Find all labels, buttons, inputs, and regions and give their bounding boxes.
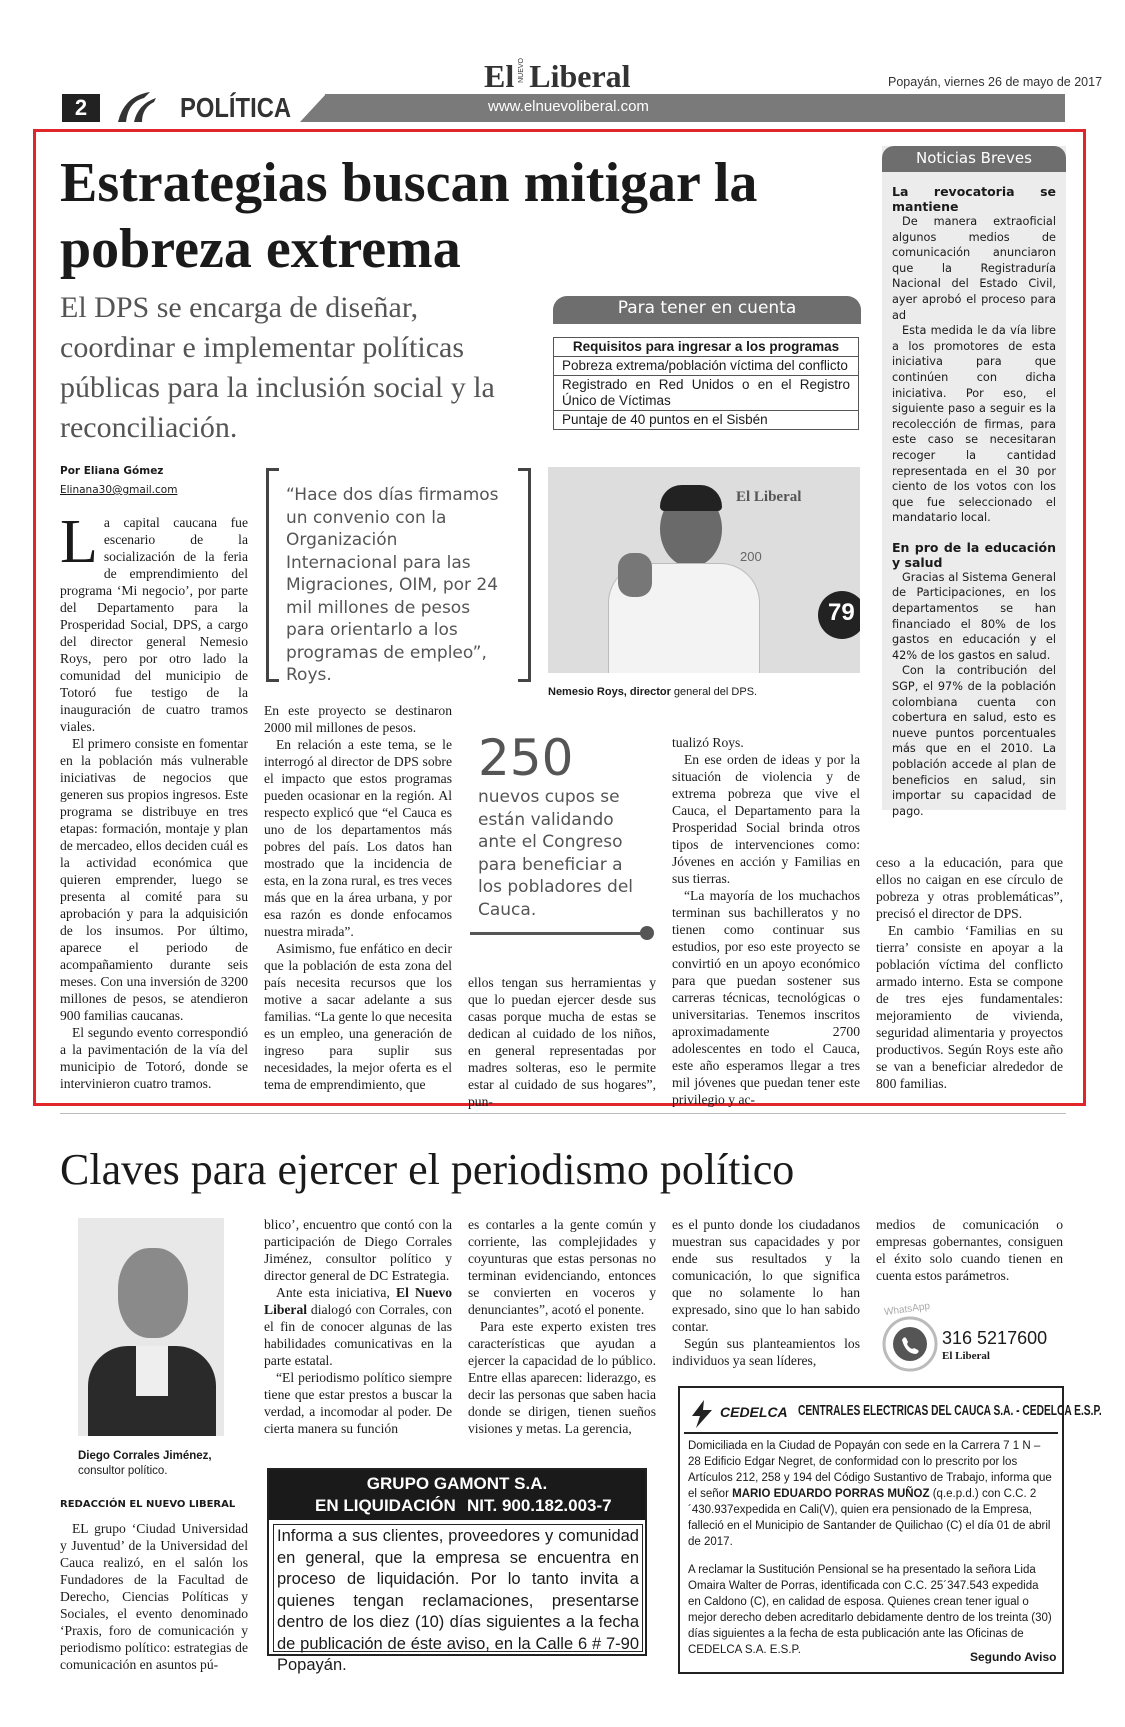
col2-p2: En relación a este tema, se le interrogó al director de DPS sobre el impacto que estos programas pueden ocasionar en la región. Al respecto explicó que “el Cauca es uno de los departamentos más pobres del país. Los datos han mostrado que la incidencia de esta, en la zona rural, es tres veces más que en la área urbana, y por esa razón es donde enfocamos nuestra mirada”. — [264, 737, 452, 939]
requirements-table — [553, 337, 859, 430]
cedelca-p1c: (q.e.p.d.) con C.C. 2´430.937expedida en Cali(V), quien era pensionado de la Empresa, falleció en el Municipio de Santander de Quilichao (C) el día 01 de abril de 2017. — [688, 1488, 1051, 1548]
header-bar-notch — [300, 94, 326, 122]
page-number: 2 — [74, 95, 88, 120]
cedelca-footer: Segundo Aviso — [970, 1650, 1057, 1664]
photo-caption-name: Diego Corrales Jiménez, — [78, 1450, 212, 1462]
second-headline: Claves para ejercer el periodismo político — [60, 1145, 795, 1194]
brief-paragraph: Con la contribución del SGP, el 97% de la población colombiana cuenta con cobertura en salud, esto es nueve puntos porcentuales más que en el 2010. La población accede al plan de beneficios en salud, sin importar su capacidad de pago. — [892, 664, 1056, 818]
photo-person-hair — [660, 485, 722, 511]
brief-paragraph: De manera extraoficial algunos medios de comunicación anunciaron que la Registraduría Nacional del Estado Civil, ayer aprobó el proceso para ad — [892, 215, 1056, 322]
col4-p1: tualizó Roys. — [672, 735, 744, 750]
col2-p1: En este proyecto se destinaron 2000 mil millones de pesos. — [264, 703, 452, 735]
brief-paragraph: Gracias al Sistema General de Participaciones, en los departamentos se han financiado el 80% de los gastos en educación y el 42% de los gastos en salud. — [892, 570, 1056, 662]
ad-gamont — [267, 1468, 647, 1674]
second-col-5 — [876, 1216, 1063, 1284]
cedelca-title: CENTRALES ELECTRICAS DEL CAUCA S.A. - CEDELCA E.S.P. — [798, 1402, 1102, 1419]
briefs-content — [892, 180, 1056, 819]
col3-p1: ellos tengan sus herramientas y que lo puedan ejercer desde sus casas porque mucha de estas se dedican al cuidado de los niños, en general representadas por madres solteras, eso le permite estar al cuidado de sus hogares”, pun- — [468, 975, 656, 1109]
main-col-2 — [264, 702, 452, 1093]
main-col-1 — [60, 508, 248, 1092]
cedelca-rule — [684, 1432, 1058, 1434]
cedelca-logo-icon — [688, 1400, 716, 1428]
second-col2-p2b: El Nuevo Liberal — [264, 1285, 453, 1317]
photo-sign-text: 200 — [740, 549, 762, 564]
second-col2-p1: blico’, encuentro que contó con la participación de Diego Corrales Jiménez, consultor político y director general de DC Estrategia. — [264, 1217, 452, 1283]
col1-p3: El segundo evento correspondió a la pavimentación de la vía del municipio de Totoró, donde se intervinieron cuatro tramos. — [60, 1025, 248, 1091]
whatsapp-icon[interactable] — [882, 1316, 938, 1372]
cedelca-p2: A reclamar la Sustitución Pensional se ha presentado la señora Lida Omaira Walter de Porras, identificada con C.C. 25´347.543 expedida en Caldono (C), en calidad de esposa. Quienes crean tener igual o mejor derecho deben acreditarlo debidamente dentro de los treinta (30) días siguientes a la fecha de esta publicación ante las Oficinas de CEDELCA S.A. E.S.P. — [688, 1564, 1052, 1656]
photo-nemesio-roys — [548, 467, 860, 673]
second-col2-p2a: Ante esta iniciativa, — [276, 1285, 396, 1300]
requirement-row: Registrado en Red Unidos o en el Registro Único de Víctimas — [554, 376, 859, 411]
stat-rule — [470, 932, 650, 935]
site-url[interactable]: www.elnuevoliberal.com — [488, 98, 649, 115]
whatsapp-label: WhatsApp — [883, 1300, 931, 1319]
second-col3-p2: Para este experto existen tres características que ayudan a ejercer la capacidad de lo público. Entre ellas aparecen: liderazgo, es decir las personas que saben hacia donde se dirigen, tienen sueños visiones y metas. La gerencia, — [468, 1319, 656, 1436]
ad-gamont-body: Informa a sus clientes, proveedores y comunidad en general, que la empresa se encuentra en proceso de liquidación. Por lo tanto invita a quienes tengan reclamaciones, presentarse dentro de los diez (10) días siguientes a la fecha de publicación de éste aviso, en la Calle 6 # 7-90 Popayán. — [277, 1527, 639, 1674]
brief-heading: La revocatoria se mantiene — [892, 184, 1056, 214]
col1-p2: El primero consiste en fomentar en la población más vulnerable iniciativas de negocios que generen sus propios ingresos. Este programa se distribuye en tres etapas: formación, montaje y plan de mercadeo, ellos deciden cuál es la actividad económica que quieren emprender, luego se presenta al comité para su aprobación y para la adquisición de los insumos. Por último, aparece el periodo de acompañamiento durante seis meses. Con una inversión de 3200 millones de pesos, se atendieron 900 familias caucanas. — [60, 736, 248, 1023]
whatsapp-number[interactable]: 316 5217600 — [942, 1328, 1048, 1348]
logo-liberal: Liberal — [529, 58, 631, 94]
stat-rule-dot — [640, 926, 654, 940]
photo-person-hand — [618, 553, 652, 597]
requirement-row: Puntaje de 40 puntos en el Sisbén — [554, 411, 859, 430]
cedelca-p1a: Domiciliada en la Ciudad de Popayán con sede en la Carrera 7 1 N – 28 Edificio Edgar Negret, de conformidad con lo prescrito por los Artículos 212, 258 y 194 del Código Sustantivo de Trabajo, informa que el señor — [688, 1440, 1052, 1500]
logo-nuevo: NUEVO — [518, 58, 526, 83]
photo-badge-text: 79 — [828, 599, 855, 626]
photo-caption-role: general del DPS. — [670, 686, 758, 698]
header-bar — [325, 94, 1065, 122]
cedelca-logo: CEDELCA — [720, 1404, 788, 1420]
briefs-title: Noticias Breves — [916, 149, 1032, 167]
masthead-logo — [484, 58, 631, 92]
second-col5-p1: medios de comunicación o empresas gobernantes, consiguen el éxito solo cuando tienen en cuenta estos parámetros. — [876, 1217, 1063, 1283]
second-col-4 — [672, 1216, 860, 1369]
col5-p1: ceso a la educación, para que ellos no caigan en ese círculo de pobreza y otras problemáticas”, precisó el director de DPS. — [876, 855, 1063, 921]
section-title: POLÍTICA — [180, 92, 292, 123]
photo-diego-corrales — [78, 1218, 224, 1436]
main-col-3 — [468, 974, 656, 1110]
ad-gamont-line1: GRUPO GAMONT S.A. — [366, 1474, 548, 1493]
second-col2-p3: “El periodismo político siempre tiene que estar prestos a buscar la verdad, a incomodar al poder. De cierta manera su función — [264, 1370, 452, 1436]
photo-caption-role: consultor político. — [78, 1465, 168, 1477]
second-col2-p2c: dialogó con Corrales, con el fin de conocer algunas de las habilidades comunicativas en la parte estatal. — [264, 1302, 452, 1368]
section-divider — [60, 1113, 1066, 1114]
cedelca-p1 — [688, 1438, 1054, 1550]
requirements-header: Requisitos para ingresar a los programas — [554, 338, 859, 357]
dropcap: L — [60, 508, 98, 576]
cedelca-p1b: MARIO EDUARDO PORRAS MUÑOZ — [732, 1488, 930, 1500]
quote-bracket-left — [266, 468, 279, 682]
requirement-row: Pobreza extrema/población víctima del conflicto — [554, 357, 859, 376]
main-col-5 — [876, 854, 1063, 1092]
stat-text: nuevos cupos se están validando ante el Congreso para beneficiar a los pobladores del Cauca. — [478, 787, 634, 920]
section-slash-icon — [110, 90, 164, 124]
author-email[interactable]: Elinana30@gmail.com — [60, 484, 178, 496]
whatsapp-brand: El Liberal — [942, 1350, 990, 1362]
pull-quote: “Hace dos días firmamos un convenio con la Organización Internacional para las Migraciones, OIM, por 24 mil millones de pesos para orientarlo a los programas de empleo”, Roys. — [286, 485, 499, 685]
second-col-2 — [264, 1216, 452, 1437]
main-col-4 — [672, 734, 860, 1108]
quote-bracket-right — [518, 468, 531, 682]
info-box-title: Para tener en cuenta — [617, 298, 797, 318]
second-col4-p1: es el punto donde los ciudadanos muestran sus capacidades y por ende sus resultados y la comunicación, lo que significa que no solamente lo han expresado, sino que lo han sabido contar. — [672, 1217, 860, 1334]
col2-p3: Asimismo, fue enfático en decir que la población de esta zona del país necesita recursos que los motive a sacar adelante a sus familias. “La gente lo que necesita es un empleo, una generación de ingreso para suplir sus necesidades, la mejor oferta es el tema de emprendimiento, que — [264, 941, 452, 1092]
col4-p2: En ese orden de ideas y por la situación de violencia y de extrema pobreza que vive el Cauca, el Departamento para la Prosperidad Social brinda otros tipos de intervenciones como: Jóvenes en acción y Familias en sus tierras. — [672, 752, 860, 886]
second-col3-p1: es contarles a la gente común y corriente, las complejidades y coyunturas que estas personas no terminan evidenciando, entonces se convierten en voceros y denunciantes”, acotó el ponente. — [468, 1217, 656, 1317]
ad-cedelca — [678, 1386, 1102, 1674]
photo-person-head — [118, 1248, 188, 1338]
second-col4-p2: Según sus planteamientos los individuos ya sean líderes, — [672, 1336, 860, 1368]
second-col-3 — [468, 1216, 656, 1437]
brief-heading: En pro de la educación y salud — [892, 539, 1056, 570]
second-col-1 — [60, 1520, 248, 1673]
brief-paragraph: Esta medida le da vía libre a los promotores de esta iniciativa para que continúen con dicha iniciativa. Por eso, el siguiente paso a seguir es la recolección de firmas, para este caso se necesitaran recoger la cantidad representada en el 30 por ciento de los votos con los que fue seleccionado el mandatario local. — [892, 324, 1056, 525]
logo-el: El — [484, 58, 515, 94]
main-headline: Estrategias buscan mitigar la pobreza extrema — [60, 152, 758, 280]
photo-sign-text: El Liberal — [736, 489, 802, 505]
stat-number: 250 — [478, 729, 574, 787]
main-deck: El DPS se encarga de diseñar, coordinar e implementar políticas públicas para la inclusión social y la reconciliación. — [60, 291, 495, 444]
ad-gamont-line2a: EN LIQUIDACIÓN — [315, 1496, 456, 1515]
col1-p1: a capital caucana fue escenario de la socialización de la feria de emprendimiento del programa ‘Mi negocio’, por parte del Departamento para la Prosperidad Social, DPS, a cargo del director general Nemesio Roys, pero por otro lado la comunidad del municipio de Totoró fue testigo de la inauguración de cuatro tramos viales. — [60, 515, 248, 734]
col5-p2: En cambio ‘Familias en su tierra’ consiste en apoyar a la población víctima del conflicto armado interno. Esta se compone de tres ejes fundamentales: mejoramiento de vivienda, seguridad alimentaria y proyectos productivos. Según Roys este año se van a beneficiar alrededor de 800 familias. — [876, 923, 1063, 1091]
ad-gamont-line2b: NIT. 900.182.003-7 — [467, 1496, 612, 1515]
photo-caption — [548, 686, 757, 698]
col4-p3: “La mayoría de los muchachos terminan sus bachilleratos y no tienen como continuar sus estudios, por eso este proyecto se convirtió en un apoyo económico para que puedan sostener sus carreras técnicas, tecnológicas o universitarias. Tenemos inscritos aproximadamente 2700 adolescentes en todo el Cauca, este año esperamos llegar a tres mil jóvenes que puedan tener este privilegio y ac- — [672, 888, 860, 1107]
second-col1-p1: EL grupo ‘Ciudad Universidad y Juventud’ de la Universidad del Cauca realizó, en el salón los Fundadores de la Facultad de Derecho, Ciencias Políticas y Sociales, el evento denominado ‘Praxis, foro de comunicación y periodismo político: estrategias de comunicación en asuntos pú- — [60, 1521, 248, 1672]
photo-caption-name: Nemesio Roys, director — [548, 686, 671, 698]
photo-person-collar — [136, 1346, 168, 1396]
second-byline: REDACCIÓN EL NUEVO LIBERAL — [60, 1499, 236, 1510]
issue-date: Popayán, viernes 26 de mayo de 2017 — [888, 75, 1103, 89]
byline: Por Eliana Gómez — [60, 465, 164, 477]
